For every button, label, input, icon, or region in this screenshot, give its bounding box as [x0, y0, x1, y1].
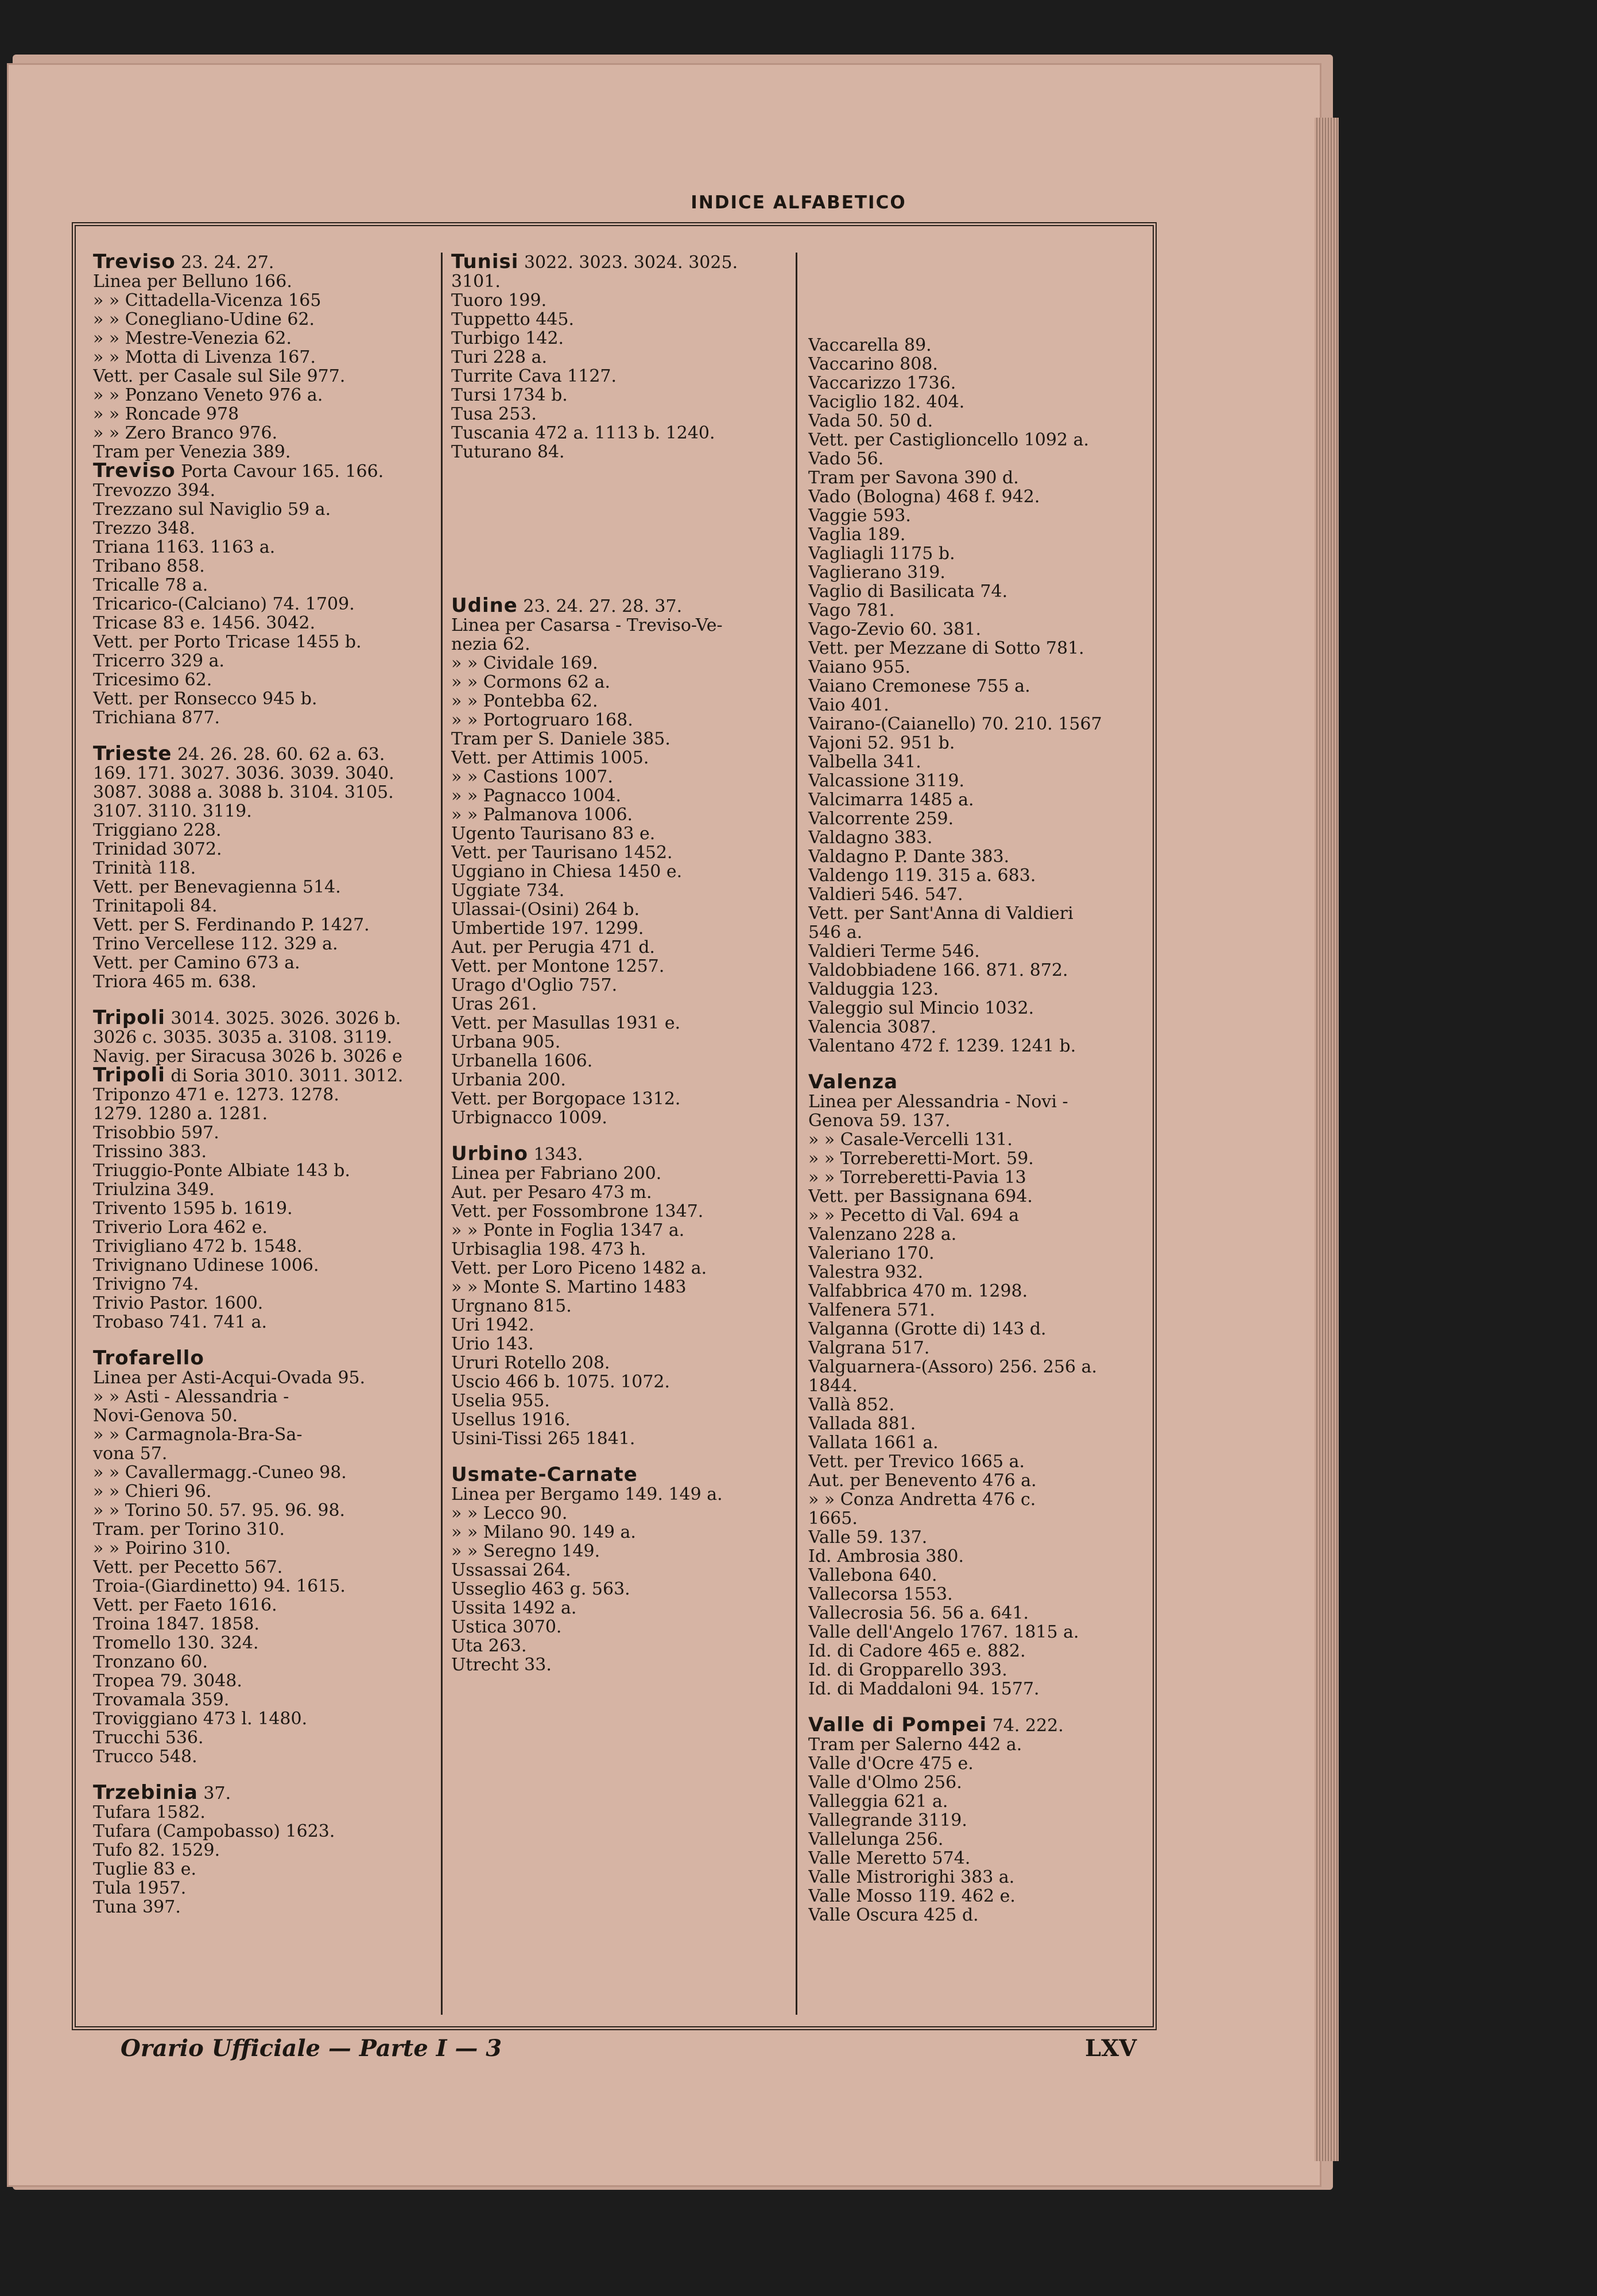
index-entry: Turbigo 142.	[451, 329, 564, 348]
index-entry: Triponzo 471 e. 1273. 1278.	[93, 1085, 339, 1104]
index-entry: Ulassai-(Osini) 264 b.	[451, 900, 640, 919]
index-entry: Linea per Fabriano 200.	[451, 1164, 662, 1183]
index-entry: Valle d'Ocre 475 e.	[808, 1754, 974, 1773]
index-entry: Vaio 401.	[808, 696, 889, 715]
entry-heading: Trzebinia	[93, 1783, 198, 1803]
index-entry	[808, 1716, 1153, 1735]
index-column-2	[451, 253, 796, 2015]
index-entry: Id. di Cadore 465 e. 882.	[808, 1642, 1026, 1661]
index-entry: Triana 1163. 1163 a.	[93, 538, 276, 557]
index-entry: Vett. per Taurisano 1452.	[451, 843, 673, 862]
index-entry: » » Torreberetti-Pavia 13	[808, 1168, 1026, 1187]
index-entry: Triverio Lora 462 e.	[93, 1218, 268, 1237]
index-entry: Aut. per Perugia 471 d.	[451, 938, 655, 957]
index-entry: Valbella 341.	[808, 753, 921, 771]
entry-heading: Tripoli	[93, 1009, 165, 1028]
index-entry: Valestra 932.	[808, 1263, 924, 1282]
index-entry: » » Milano 90. 149 a.	[451, 1523, 636, 1542]
entry-heading: Tunisi	[451, 253, 519, 272]
index-entry: Tusa 253.	[451, 405, 537, 424]
index-entry: Trino Vercellese 112. 329 a.	[93, 934, 338, 953]
index-entry: Linea per Asti-Acqui-Ovada 95.	[93, 1368, 366, 1387]
index-entry: 3026 c. 3035. 3035 a. 3108. 3119.	[93, 1028, 393, 1047]
index-entry: Valeggio sul Mincio 1032.	[808, 999, 1034, 1018]
index-entry: » » Ponzano Veneto 976 a.	[93, 386, 323, 405]
index-entry: » » Palmanova 1006.	[451, 805, 633, 824]
index-entry: » » Cormons 62 a.	[451, 673, 611, 692]
index-entry: » » Chieri 96.	[93, 1482, 212, 1501]
index-entry: Vaggie 593.	[808, 506, 911, 525]
index-entry: Tuscania 472 a. 1113 b. 1240.	[451, 424, 715, 443]
index-entry: Trezzo 348.	[93, 519, 196, 538]
index-entry: Turi 228 a.	[451, 348, 548, 367]
index-entry: Aut. per Pesaro 473 m.	[451, 1183, 652, 1202]
index-entry	[93, 1009, 437, 1028]
index-entry: Valfenera 571.	[808, 1301, 935, 1320]
index-entry: vona 57.	[93, 1444, 168, 1463]
index-entry: Vaccarella 89.	[808, 336, 932, 355]
index-entry: Ussita 1492 a.	[451, 1599, 577, 1618]
index-entry: Linea per Alessandria - Novi -	[808, 1092, 1068, 1111]
index-entry: 3101.	[451, 272, 501, 291]
index-entry: Vallecrosia 56. 56 a. 641.	[808, 1604, 1029, 1623]
index-entry: » » Motta di Livenza 167.	[93, 348, 316, 367]
spacer	[93, 1766, 437, 1783]
index-entry: Linea per Casarsa - Treviso-Ve-	[451, 616, 723, 635]
index-entry: Uggiano in Chiesa 1450 e.	[451, 862, 683, 881]
entry-heading: Valle di Pompei	[808, 1716, 987, 1735]
index-entry: » » Portogruaro 168.	[451, 711, 633, 730]
index-entry: Vett. per Masullas 1931 e.	[451, 1014, 681, 1033]
index-entry: Vaccarino 808.	[808, 355, 938, 374]
index-entry: Valle Meretto 574.	[808, 1849, 971, 1868]
index-entry: Vagliagli 1175 b.	[808, 544, 955, 563]
index-entry: » » Casale-Vercelli 131.	[808, 1130, 1013, 1149]
entry-refs: Porta Cavour 165. 166.	[175, 461, 384, 481]
index-entry: Valentano 472 f. 1239. 1241 b.	[808, 1037, 1076, 1056]
spacer	[451, 1448, 796, 1465]
index-entry: » » Ponte in Foglia 1347 a.	[451, 1221, 685, 1240]
entry-heading: Valenza	[808, 1073, 898, 1092]
entry-refs: 74. 222.	[987, 1716, 1064, 1735]
index-entry: Id. Ambrosia 380.	[808, 1547, 964, 1566]
index-entry: Trivigno 74.	[93, 1275, 199, 1294]
index-entry: Ugento Taurisano 83 e.	[451, 824, 656, 843]
index-entry: Triora 465 m. 638.	[93, 972, 257, 991]
spacer	[93, 1332, 437, 1349]
index-entry	[93, 253, 437, 272]
index-entry: » » Pecetto di Val. 694 a	[808, 1206, 1020, 1225]
spacer	[451, 479, 796, 496]
index-entry: Valguarnera-(Assoro) 256. 256 a.	[808, 1358, 1097, 1376]
index-entry: » » Torreberetti-Mort. 59.	[808, 1149, 1034, 1168]
index-entry: Valgrana 517.	[808, 1339, 930, 1358]
index-entry: Tufara (Campobasso) 1623.	[93, 1822, 335, 1841]
page-stack-edges	[1315, 118, 1339, 2161]
index-entry: Uselia 955.	[451, 1391, 550, 1410]
entry-refs: 1343.	[528, 1145, 583, 1164]
page-number: LXV	[1085, 2035, 1137, 2062]
index-entry: Trisobbio 597.	[93, 1123, 219, 1142]
index-entry: Turrite Cava 1127.	[451, 367, 617, 386]
index-entry: Vada 50. 50 d.	[808, 412, 933, 430]
index-entry	[451, 1465, 796, 1485]
index-entry: Trivento 1595 b. 1619.	[93, 1199, 293, 1218]
entry-heading: Trieste	[93, 744, 172, 764]
index-entry: Vett. per Loro Piceno 1482 a.	[451, 1259, 707, 1278]
index-entry: Valcimarra 1485 a.	[808, 790, 974, 809]
index-entry: Usellus 1916.	[451, 1410, 571, 1429]
index-entry: Valleggia 621 a.	[808, 1792, 948, 1811]
index-entry: Valeriano 170.	[808, 1244, 935, 1263]
index-entry: » » Cavallermagg.-Cuneo 98.	[93, 1463, 347, 1482]
index-entry: 1665.	[808, 1509, 858, 1528]
index-entry: Tribano 858.	[93, 557, 205, 576]
entry-heading: Usmate-Carnate	[451, 1465, 638, 1485]
index-entry: Tuturano 84.	[451, 443, 565, 461]
index-entry: Vett. per S. Ferdinando P. 1427.	[93, 916, 370, 934]
index-entry: Usini-Tissi 265 1841.	[451, 1429, 635, 1448]
index-entry: Trivigliano 472 b. 1548.	[93, 1237, 303, 1256]
index-entry: Valdieri 546. 547.	[808, 885, 963, 904]
index-entry: Id. di Maddaloni 94. 1577.	[808, 1680, 1040, 1698]
index-entry: » » Mestre-Venezia 62.	[93, 329, 292, 348]
index-entry: Vett. per Camino 673 a.	[93, 953, 300, 972]
index-entry: Valdengo 119. 315 a. 683.	[808, 866, 1036, 885]
index-entry: Vaiano Cremonese 755 a.	[808, 677, 1030, 696]
index-entry: Vett. per Castiglioncello 1092 a.	[808, 430, 1089, 449]
spacer	[93, 991, 437, 1009]
index-column-3	[808, 253, 1153, 2015]
spacer	[808, 253, 1153, 270]
index-entry: Valganna (Grotte di) 143 d.	[808, 1320, 1046, 1339]
index-entry: Vallelunga 256.	[808, 1830, 944, 1849]
index-entry: Vago-Zevio 60. 381.	[808, 620, 981, 639]
index-entry: Triuggio-Ponte Albiate 143 b.	[93, 1161, 350, 1180]
index-entry: Tricarico-(Calciano) 74. 1709.	[93, 595, 355, 614]
index-entry: Trissino 383.	[93, 1142, 207, 1161]
index-entry: » » Conegliano-Udine 62.	[93, 310, 315, 329]
index-entry: Valencia 3087.	[808, 1018, 937, 1037]
index-entry: Ururi Rotello 208.	[451, 1353, 610, 1372]
entry-refs: 23. 24. 27. 28. 37.	[517, 596, 683, 616]
index-entry: 169. 171. 3027. 3036. 3039. 3040.	[93, 764, 394, 783]
index-entry	[93, 1066, 437, 1085]
index-entry: Tricesimo 62.	[93, 670, 212, 689]
index-entry: Valle dell'Angelo 1767. 1815 a.	[808, 1623, 1079, 1642]
index-entry: Vett. per Trevico 1665 a.	[808, 1452, 1025, 1471]
index-entry: Uras 261.	[451, 995, 537, 1014]
index-entry: Usseglio 463 g. 563.	[451, 1580, 630, 1599]
index-entry: Vallata 1661 a.	[808, 1433, 939, 1452]
index-entry: 1844.	[808, 1376, 858, 1395]
index-entry: Trivignano Udinese 1006.	[93, 1256, 319, 1275]
index-entry: Urago d'Oglio 757.	[451, 976, 618, 995]
index-entry: Trinità 118.	[93, 859, 196, 878]
spacer	[451, 496, 796, 513]
page-header: INDICE ALFABETICO	[691, 192, 906, 213]
index-entry: Vett. per Attimis 1005.	[451, 748, 649, 767]
index-entry: » » Carmagnola-Bra-Sa-	[93, 1425, 303, 1444]
entry-refs: 3022. 3023. 3024. 3025.	[518, 253, 738, 272]
index-entry: Urio 143.	[451, 1335, 534, 1353]
index-entry: Valle Oscura 425 d.	[808, 1906, 979, 1925]
index-entry: Vett. per Borgopace 1312.	[451, 1089, 681, 1108]
index-entry: Urbignacco 1009.	[451, 1108, 607, 1127]
index-entry: Novi-Genova 50.	[93, 1406, 238, 1425]
index-entry: Trucchi 536.	[93, 1728, 204, 1747]
index-entry: Vett. per Pecetto 567.	[93, 1558, 283, 1577]
index-entry: » » Castions 1007.	[451, 767, 613, 786]
spacer	[451, 461, 796, 479]
index-entry: Vallada 881.	[808, 1414, 916, 1433]
index-entry: » » Cividale 169.	[451, 654, 598, 673]
spacer	[451, 562, 796, 579]
index-entry: Troviggiano 473 l. 1480.	[93, 1709, 308, 1728]
index-entry: » » Roncade 978	[93, 405, 239, 424]
index-entry: Tuglie 83 e.	[93, 1860, 197, 1879]
index-entry: Valle d'Olmo 256.	[808, 1773, 962, 1792]
spacer	[451, 1127, 796, 1145]
index-entry: Trovamala 359.	[93, 1690, 230, 1709]
index-entry: Navig. per Siracusa 3026 b. 3026 e	[93, 1047, 402, 1066]
index-entry: Vallegrande 3119.	[808, 1811, 967, 1830]
index-entry: Tricerro 329 a.	[93, 651, 224, 670]
index-entry: Trinitapoli 84.	[93, 897, 218, 916]
index-entry	[451, 1145, 796, 1164]
index-entry: Aut. per Benevento 476 a.	[808, 1471, 1037, 1490]
index-entry: Troia-(Giardinetto) 94. 1615.	[93, 1577, 346, 1596]
index-column-1	[93, 253, 437, 2015]
index-entry: Genova 59. 137.	[808, 1111, 951, 1130]
index-entry: Triulzina 349.	[93, 1180, 215, 1199]
index-entry: Uggiate 734.	[451, 881, 565, 900]
index-entry: Vago 781.	[808, 601, 895, 620]
index-entry: Vett. per Montone 1257.	[451, 957, 665, 976]
index-entry: 3107. 3110. 3119.	[93, 802, 252, 821]
index-entry: Valdobbiadene 166. 871. 872.	[808, 961, 1068, 980]
index-entry	[451, 596, 796, 616]
index-entry: Tropea 79. 3048.	[93, 1671, 242, 1690]
index-entry: 546 a.	[808, 923, 863, 942]
index-entry: Uri 1942.	[451, 1316, 534, 1335]
index-entry: » » Cittadella-Vicenza 165	[93, 291, 321, 310]
index-entry: Valfabbrica 470 m. 1298.	[808, 1282, 1028, 1301]
entry-refs: di Soria 3010. 3011. 3012.	[165, 1066, 404, 1085]
column-divider-2	[796, 253, 797, 2015]
index-entry: Vett. per Bassignana 694.	[808, 1187, 1033, 1206]
index-entry: Tuna 397.	[93, 1898, 181, 1917]
index-entry: Trichiana 877.	[93, 708, 220, 727]
index-entry: 1279. 1280 a. 1281.	[93, 1104, 268, 1123]
index-entry: Tula 1957.	[93, 1879, 187, 1898]
index-entry: Triggiano 228.	[93, 821, 222, 840]
index-entry: » » Monte S. Martino 1483	[451, 1278, 687, 1297]
spacer	[808, 1698, 1153, 1716]
index-entry: Trobaso 741. 741 a.	[93, 1313, 268, 1332]
index-entry: Tram per Savona 390 d.	[808, 468, 1019, 487]
index-entry: » » Zero Branco 976.	[93, 424, 278, 443]
index-entry: Troina 1847. 1858.	[93, 1615, 260, 1634]
index-entry: » » Torino 50. 57. 95. 96. 98.	[93, 1501, 346, 1520]
index-entry: Vett. per Benevagienna 514.	[93, 878, 341, 897]
index-entry: Vaciglio 182. 404.	[808, 393, 965, 412]
index-entry: Vett. per Sant'Anna di Valdieri	[808, 904, 1073, 923]
index-entry: » » Conza Andretta 476 c.	[808, 1490, 1036, 1509]
index-entry: Vett. per Faeto 1616.	[93, 1596, 277, 1615]
index-entry: » » Seregno 149.	[451, 1542, 600, 1561]
index-entry: Trevozzo 394.	[93, 481, 216, 500]
index-entry: Vett. per Casale sul Sile 977.	[93, 367, 346, 386]
entry-heading: Udine	[451, 596, 518, 616]
entry-refs: 23. 24. 27.	[175, 253, 274, 272]
index-entry: Vairano-(Caianello) 70. 210. 1567	[808, 715, 1102, 734]
spacer	[93, 727, 437, 744]
index-entry: Valdieri Terme 546.	[808, 942, 980, 961]
index-entry: Valle 59. 137.	[808, 1528, 928, 1547]
index-entry: Vett. per Fossombrone 1347.	[451, 1202, 704, 1221]
index-entry: Vado 56.	[808, 449, 884, 468]
index-entry: Trinidad 3072.	[93, 840, 222, 859]
entry-refs: 3014. 3025. 3026. 3026 b.	[165, 1009, 401, 1028]
index-entry: » » Pagnacco 1004.	[451, 786, 622, 805]
footer-title: Orario Ufficiale — Parte I — 3	[121, 2035, 502, 2062]
index-entry: Trivio Pastor. 1600.	[93, 1294, 263, 1313]
index-entry: Tronzano 60.	[93, 1653, 208, 1671]
index-entry: Valle Mistrorighi 383 a.	[808, 1868, 1015, 1887]
index-entry: » » Asti - Alessandria -	[93, 1387, 289, 1406]
index-entry: Utrecht 33.	[451, 1655, 552, 1674]
index-entry	[808, 1073, 1153, 1092]
spacer	[808, 319, 1153, 336]
spacer	[451, 579, 796, 596]
index-entry: Valdagno 383.	[808, 828, 933, 847]
entry-heading: Tripoli	[93, 1066, 165, 1085]
index-entry: Urbisaglia 198. 473 h.	[451, 1240, 646, 1259]
index-entry: Tricase 83 e. 1456. 3042.	[93, 614, 316, 633]
index-entry	[93, 1783, 437, 1803]
index-entry: Vaiano 955.	[808, 658, 910, 677]
index-entry: Vaccarizzo 1736.	[808, 374, 956, 393]
index-entry: Uscio 466 b. 1075. 1072.	[451, 1372, 670, 1391]
index-entry: Id. di Gropparello 393.	[808, 1661, 1007, 1680]
index-entry: Vett. per Porto Tricase 1455 b.	[93, 633, 362, 651]
index-entry: Tram per Salerno 442 a.	[808, 1735, 1022, 1754]
index-entry: » » Poirino 310.	[93, 1539, 231, 1558]
entry-refs: 37.	[197, 1783, 231, 1803]
index-entry: Urbanella 1606.	[451, 1052, 593, 1071]
index-entry: Valduggia 123.	[808, 980, 939, 999]
index-entry: Linea per Belluno 166.	[93, 272, 292, 291]
entry-heading: Treviso	[93, 461, 176, 481]
column-divider-1	[441, 253, 443, 2015]
index-entry: Vaglio di Basilicata 74.	[808, 582, 1008, 601]
index-entry: nezia 62.	[451, 635, 530, 654]
spacer	[808, 270, 1153, 319]
index-entry: Tursi 1734 b.	[451, 386, 568, 405]
index-entry: Urbania 200.	[451, 1071, 566, 1089]
index-entry	[93, 1349, 437, 1368]
index-entry: Vett. per Mezzane di Sotto 781.	[808, 639, 1084, 658]
index-entry: Tram. per Torino 310.	[93, 1520, 285, 1539]
entry-heading: Treviso	[93, 253, 176, 272]
spacer	[808, 1056, 1153, 1073]
entry-refs: 24. 26. 28. 60. 62 a. 63.	[172, 744, 385, 764]
index-entry: Umbertide 197. 1299.	[451, 919, 644, 938]
index-entry: Valdagno P. Dante 383.	[808, 847, 1010, 866]
entry-heading: Urbino	[451, 1145, 528, 1164]
index-entry: Urgnano 815.	[451, 1297, 572, 1316]
index-entry: Vado (Bologna) 468 f. 942.	[808, 487, 1040, 506]
index-entry: Trucco 548.	[93, 1747, 197, 1766]
index-entry: Uta 263.	[451, 1636, 527, 1655]
index-entry: Vaglia 189.	[808, 525, 906, 544]
index-entry: Vaglierano 319.	[808, 563, 945, 582]
index-entry: Valenzano 228 a.	[808, 1225, 957, 1244]
index-entry: Tram per Venezia 389.	[93, 443, 291, 461]
index-entry: Vallecorsa 1553.	[808, 1585, 953, 1604]
index-entry: Vallebona 640.	[808, 1566, 937, 1585]
index-entry: Tromello 130. 324.	[93, 1634, 259, 1653]
index-entry: Tufo 82. 1529.	[93, 1841, 220, 1860]
index-entry: » » Lecco 90.	[451, 1504, 568, 1523]
index-entry: Valcorrente 259.	[808, 809, 954, 828]
index-entry: Valle Mosso 119. 462 e.	[808, 1887, 1015, 1906]
index-entry: Tram per S. Daniele 385.	[451, 730, 670, 748]
index-entry	[93, 744, 437, 764]
index-entry: Ustica 3070.	[451, 1618, 562, 1636]
index-entry: Tuoro 199.	[451, 291, 547, 310]
index-entry: Vett. per Ronsecco 945 b.	[93, 689, 317, 708]
index-entry: 3087. 3088 a. 3088 b. 3104. 3105.	[93, 783, 394, 802]
index-entry: Tricalle 78 a.	[93, 576, 208, 595]
entry-heading: Trofarello	[93, 1349, 204, 1368]
index-entry: Ussassai 264.	[451, 1561, 571, 1580]
index-entry	[451, 253, 796, 272]
spacer	[451, 513, 796, 562]
index-entry: Tufara 1582.	[93, 1803, 206, 1822]
index-entry: Trezzano sul Naviglio 59 a.	[93, 500, 331, 519]
index-entry: Vajoni 52. 951 b.	[808, 734, 955, 753]
index-entry: Urbana 905.	[451, 1033, 561, 1052]
index-entry: Vallà 852.	[808, 1395, 895, 1414]
index-entry: Linea per Bergamo 149. 149 a.	[451, 1485, 723, 1504]
index-entry: » » Pontebba 62.	[451, 692, 598, 711]
index-entry: Valcassione 3119.	[808, 771, 965, 790]
index-entry	[93, 461, 437, 481]
index-entry: Tuppetto 445.	[451, 310, 574, 329]
